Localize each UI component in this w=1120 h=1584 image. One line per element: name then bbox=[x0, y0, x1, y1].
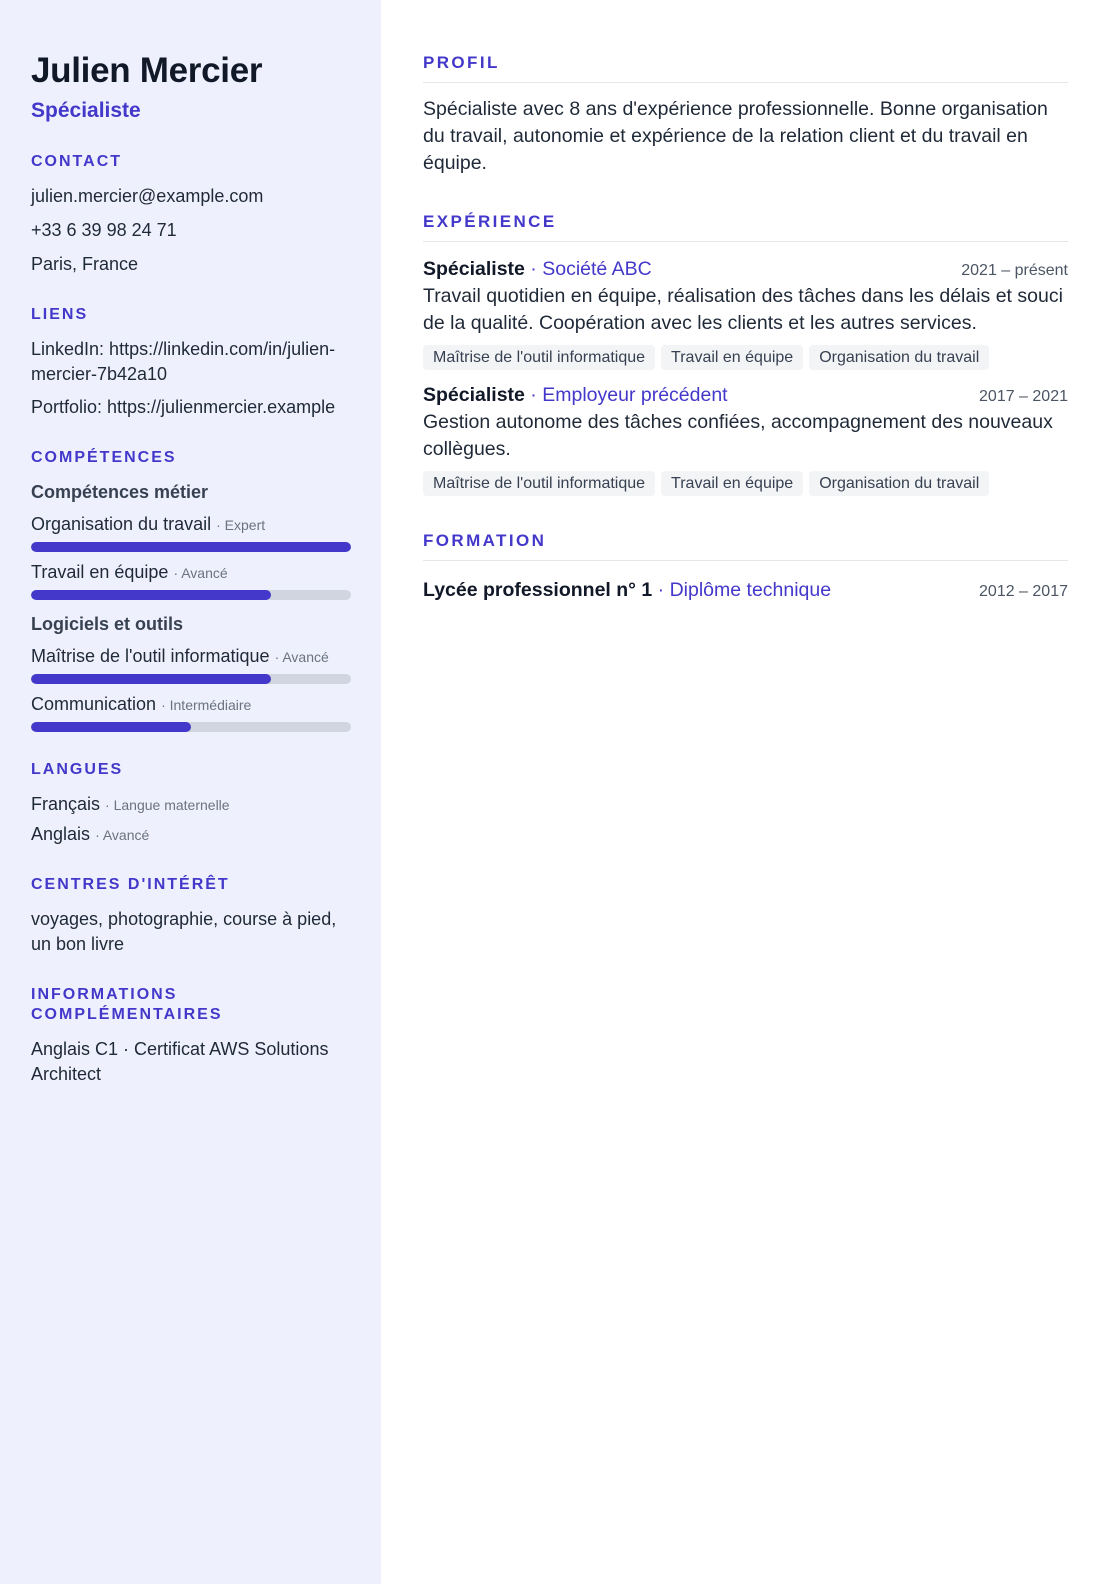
experience-item bbox=[423, 382, 1068, 496]
contact-location: Paris, France bbox=[31, 254, 139, 274]
skill-bar bbox=[31, 674, 351, 684]
skill-item bbox=[31, 560, 351, 600]
person-name: Julien Mercier bbox=[31, 51, 263, 90]
skill-level: · Intermédiaire bbox=[161, 697, 252, 713]
skill-tag: Travail en équipe bbox=[661, 345, 803, 370]
skills-title: COMPÉTENCES bbox=[31, 449, 177, 466]
experience-item bbox=[423, 256, 1068, 370]
skills-list bbox=[31, 480, 351, 732]
skill-name: Communication bbox=[31, 694, 157, 714]
job-description: Gestion autonome des tâches confiées, accompagnement des nouveaux collègues. bbox=[423, 411, 1053, 460]
education-separator: · bbox=[652, 579, 670, 601]
contact-email[interactable]: julien.mercier@example.com bbox=[31, 186, 264, 206]
experience-title: EXPÉRIENCE bbox=[423, 211, 1068, 242]
languages-title: LANGUES bbox=[31, 761, 124, 778]
links-title: LIENS bbox=[31, 306, 89, 323]
skill-group-title: Compétences métier bbox=[31, 482, 209, 502]
skill-level: · Expert bbox=[216, 517, 266, 533]
main-content bbox=[381, 0, 1120, 1584]
skill-name: Travail en équipe bbox=[31, 562, 169, 582]
interests-title: CENTRES D'INTÉRÊT bbox=[31, 876, 230, 893]
job-separator: · bbox=[524, 258, 543, 280]
skill-level: · Avancé bbox=[173, 565, 228, 581]
education-school: Lycée professionnel n° 1 bbox=[423, 579, 653, 601]
education-section bbox=[423, 530, 1068, 603]
contact-phone[interactable]: +33 6 39 98 24 71 bbox=[31, 220, 177, 240]
job-tags bbox=[423, 471, 1068, 496]
job-company: Employeur précédent bbox=[542, 384, 728, 406]
language-item bbox=[31, 822, 351, 847]
profile-section bbox=[423, 52, 1068, 177]
contact-title: CONTACT bbox=[31, 153, 123, 170]
skill-name: Maîtrise de l'outil informatique bbox=[31, 646, 270, 666]
skill-item bbox=[31, 644, 351, 684]
skill-group-title: Logiciels et outils bbox=[31, 614, 184, 634]
interests-text: voyages, photographie, course à pied, un bon livre bbox=[31, 909, 337, 954]
language-name: Anglais bbox=[31, 824, 91, 844]
experience-section bbox=[423, 211, 1068, 496]
extra-info-title: INFORMATIONS COMPLÉMENTAIRES bbox=[31, 986, 223, 1023]
skill-item bbox=[31, 512, 351, 552]
education-item bbox=[423, 577, 1068, 603]
skill-tag: Travail en équipe bbox=[661, 471, 803, 496]
experience-list bbox=[423, 256, 1068, 496]
job-role: Spécialiste bbox=[423, 384, 525, 406]
links-section bbox=[31, 305, 351, 420]
skill-bar bbox=[31, 722, 351, 732]
portfolio-link[interactable]: Portfolio: https://julienmercier.example bbox=[31, 397, 336, 417]
skill-tag: Maîtrise de l'outil informatique bbox=[423, 471, 655, 496]
education-dates: 2012 – 2017 bbox=[979, 583, 1068, 600]
education-title: FORMATION bbox=[423, 530, 1068, 561]
job-role: Spécialiste bbox=[423, 258, 525, 280]
language-name: Français bbox=[31, 794, 101, 814]
contact-section bbox=[31, 152, 351, 277]
job-tags bbox=[423, 345, 1068, 370]
skill-tag: Maîtrise de l'outil informatique bbox=[423, 345, 655, 370]
skill-bar-fill bbox=[31, 542, 351, 552]
skill-bar-fill bbox=[31, 722, 191, 732]
skill-level: · Avancé bbox=[274, 649, 329, 665]
extra-info-section bbox=[31, 985, 351, 1087]
profile-title: PROFIL bbox=[423, 52, 1068, 83]
job-company: Société ABC bbox=[542, 258, 652, 280]
skill-item bbox=[31, 692, 351, 732]
profile-summary: Spécialiste avec 8 ans d'expérience professionnelle. Bonne organisation du travail, autonomie et expérience de la relation client et du travail en équipe. bbox=[423, 98, 1048, 174]
skill-bar bbox=[31, 542, 351, 552]
language-level: · Avancé bbox=[95, 827, 150, 843]
language-level: · Langue maternelle bbox=[105, 797, 230, 813]
skill-bar-fill bbox=[31, 590, 271, 600]
skill-tag: Organisation du travail bbox=[809, 345, 989, 370]
job-dates: 2021 – présent bbox=[961, 262, 1068, 279]
extra-info-text: Anglais C1 · Certificat AWS Solutions Architect bbox=[31, 1039, 329, 1084]
linkedin-link[interactable]: LinkedIn: https://linkedin.com/in/julien-mercier-7b42a10 bbox=[31, 339, 336, 384]
skill-name: Organisation du travail bbox=[31, 514, 212, 534]
interests-section bbox=[31, 875, 351, 957]
skill-tag: Organisation du travail bbox=[809, 471, 989, 496]
language-item bbox=[31, 792, 351, 817]
sidebar bbox=[0, 0, 381, 1584]
education-degree: Diplôme technique bbox=[669, 579, 832, 601]
skill-bar bbox=[31, 590, 351, 600]
languages-section bbox=[31, 760, 351, 847]
person-headline: Spécialiste bbox=[31, 99, 141, 122]
skill-bar-fill bbox=[31, 674, 271, 684]
job-separator: · bbox=[524, 384, 543, 406]
skills-section bbox=[31, 448, 351, 732]
job-description: Travail quotidien en équipe, réalisation des tâches dans les délais et souci de la qualité. Coopération avec les clients et les autres services. bbox=[423, 285, 1063, 334]
job-dates: 2017 – 2021 bbox=[979, 388, 1068, 405]
